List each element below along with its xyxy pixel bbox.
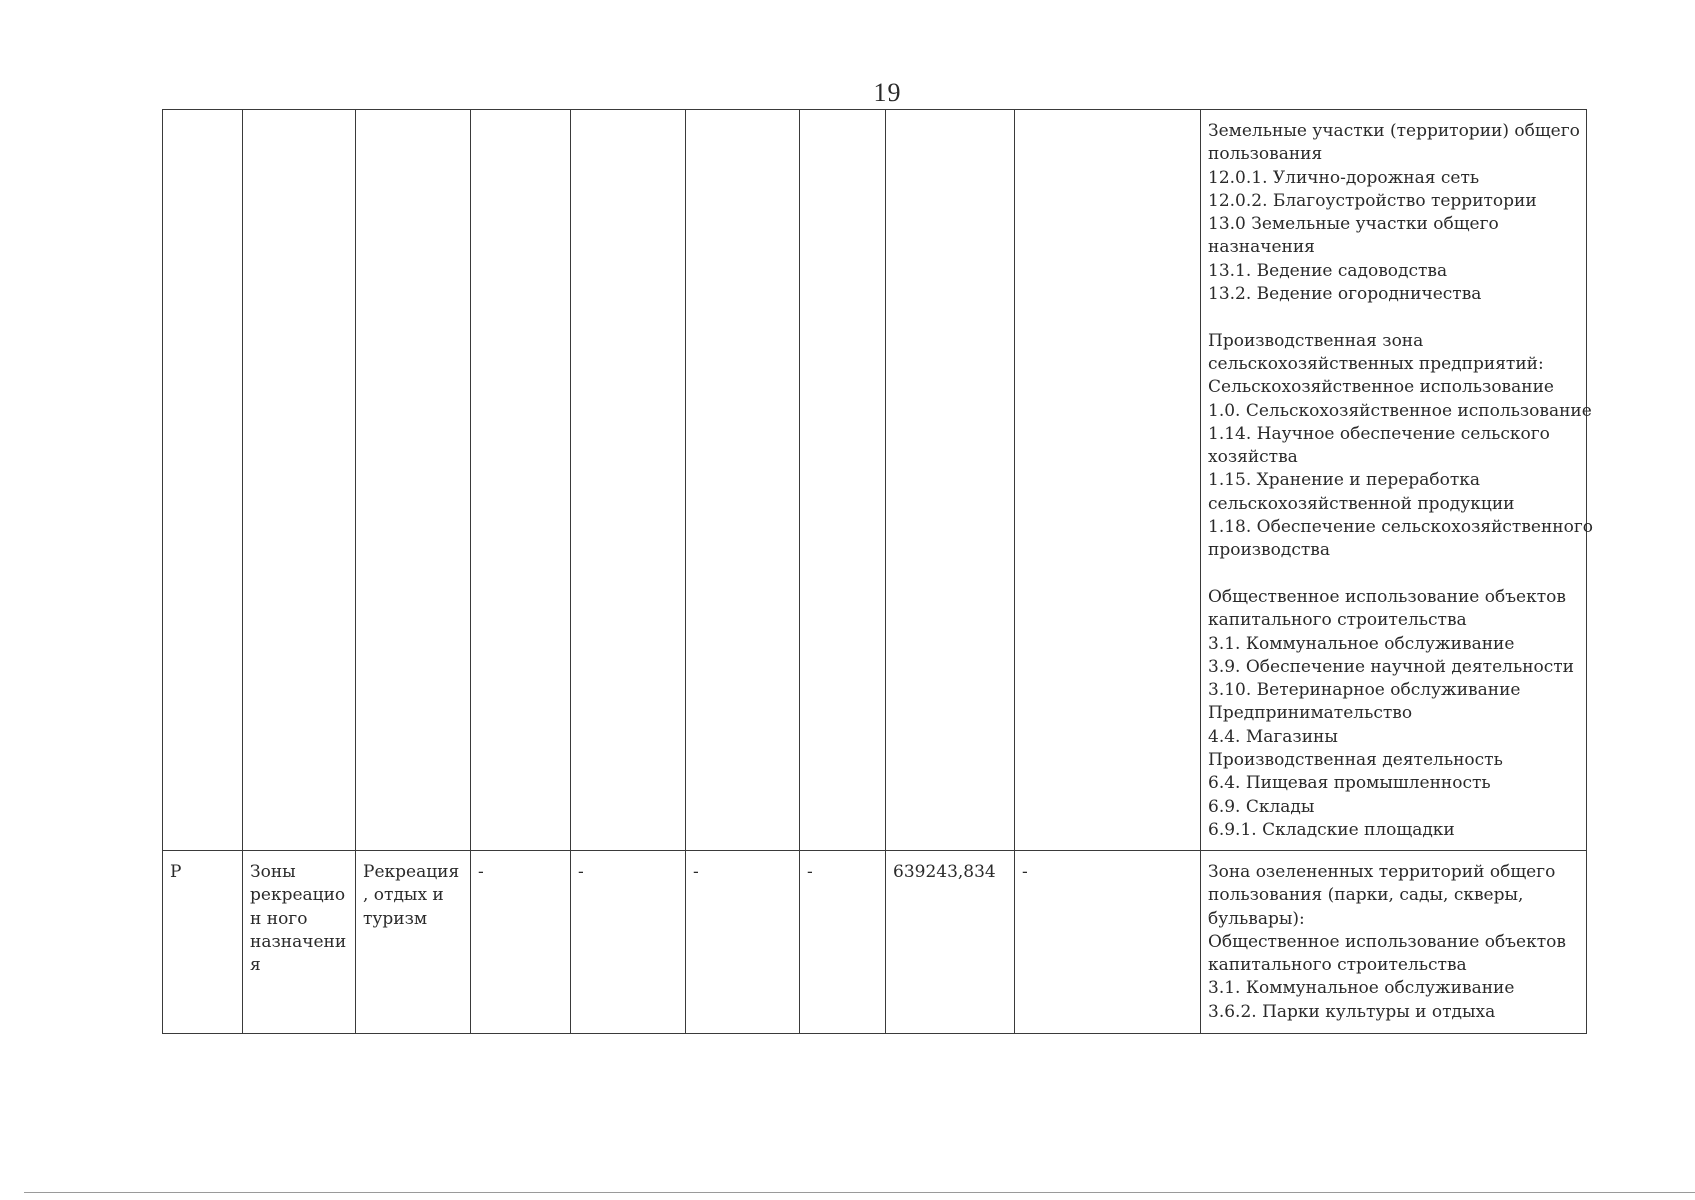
cell-area — [886, 110, 1015, 851]
permitted-use-line: назначения — [1208, 237, 1315, 258]
permitted-use-line: Производственная зона — [1208, 330, 1424, 351]
permitted-use-line: 1.0. Сельскохозяйственное использование — [1208, 400, 1592, 421]
zone-area: 639243,834 — [886, 851, 1015, 1034]
permitted-use-line: 13.0 Земельные участки общего — [1208, 214, 1499, 235]
permitted-use-line: 1.18. Обеспечение сельскохозяйственного — [1208, 517, 1593, 538]
zone-purpose: Рекреация, отдых и туризм — [356, 851, 471, 1034]
permitted-use-line: 3.1. Коммунальное обслуживание — [1208, 633, 1515, 654]
permitted-use-line: 12.0.1. Улично-дорожная сеть — [1208, 167, 1480, 188]
cell-col4 — [471, 110, 571, 851]
cell-purpose — [356, 110, 471, 851]
permitted-use-line: 13.2. Ведение огородничества — [1208, 284, 1482, 305]
zone-col4: - — [471, 851, 571, 1034]
zone-name: Зоны рекреацион ного назначения — [243, 851, 356, 1034]
zone-col7: - — [800, 851, 886, 1034]
permitted-use-line: 1.14. Научное обеспечение сельского — [1208, 423, 1550, 444]
group-spacer — [1208, 563, 1580, 586]
permitted-use-line: 12.0.2. Благоустройство территории — [1208, 190, 1537, 211]
permitted-use-line: 3.6.2. Парки культуры и отдыха — [1208, 1001, 1496, 1022]
cell-zone-name — [243, 110, 356, 851]
permitted-use-line: сельскохозяйственных предприятий: — [1208, 353, 1544, 374]
permitted-use-line: хозяйства — [1208, 447, 1298, 468]
continuation-row — [163, 110, 1587, 851]
permitted-use-line: Общественное использование объектов — [1208, 586, 1566, 607]
permitted-use-line: 6.4. Пищевая промышленность — [1208, 773, 1491, 794]
permitted-use-line: Производственная деятельность — [1208, 750, 1503, 771]
permitted-use-line: капитального строительства — [1208, 955, 1467, 976]
permitted-use-line: Предпринимательство — [1208, 703, 1413, 724]
zone-col9: - — [1015, 851, 1201, 1034]
zone-col5: - — [571, 851, 686, 1034]
permitted-use-line: 3.9. Обеспечение научной деятельности — [1208, 656, 1575, 677]
bottom-rule — [24, 1192, 1695, 1193]
permitted-use-line: Зона озелененных территорий общего — [1208, 862, 1556, 882]
permitted-use-line: пользования — [1208, 144, 1323, 165]
permitted-use-line: бульвары): — [1208, 908, 1305, 929]
cell-col5 — [571, 110, 686, 851]
permitted-use-line: 4.4. Магазины — [1208, 726, 1338, 747]
zone-row — [163, 851, 1587, 1034]
permitted-use-line: сельскохозяйственной продукции — [1208, 493, 1515, 514]
permitted-use-line: Общественное использование объектов — [1208, 931, 1566, 952]
permitted-use-line: 13.1. Ведение садоводства — [1208, 260, 1448, 281]
permitted-use-line: 3.10. Ветеринарное обслуживание — [1208, 680, 1521, 701]
zoning-table — [162, 109, 1593, 1034]
cell-col7 — [800, 110, 886, 851]
permitted-use-line: пользования (парки, сады, скверы, — [1208, 885, 1524, 906]
cell-col6 — [686, 110, 800, 851]
permitted-use-line: 1.15. Хранение и переработка — [1208, 470, 1481, 491]
permitted-use-line: 6.9. Склады — [1208, 796, 1315, 817]
zone-col6: - — [686, 851, 800, 1034]
permitted-use-line: производства — [1208, 540, 1330, 561]
permitted-use-line: Сельскохозяйственное использование — [1208, 377, 1554, 398]
permitted-use-line: 6.9.1. Складские площадки — [1208, 819, 1455, 840]
page-number: 19 — [873, 78, 902, 107]
cell-code — [163, 110, 243, 851]
cell-col9 — [1015, 110, 1201, 851]
permitted-use-line: 3.1. Коммунальное обслуживание — [1208, 978, 1515, 999]
permitted-use-line: Земельные участки (территории) общего — [1208, 121, 1580, 141]
permitted-use-line: капитального строительства — [1208, 610, 1467, 631]
cell-permitted-uses — [1201, 110, 1593, 851]
zone-code: Р — [163, 851, 243, 1034]
group-spacer — [1208, 306, 1580, 329]
zone-permitted-uses — [1201, 851, 1587, 1034]
